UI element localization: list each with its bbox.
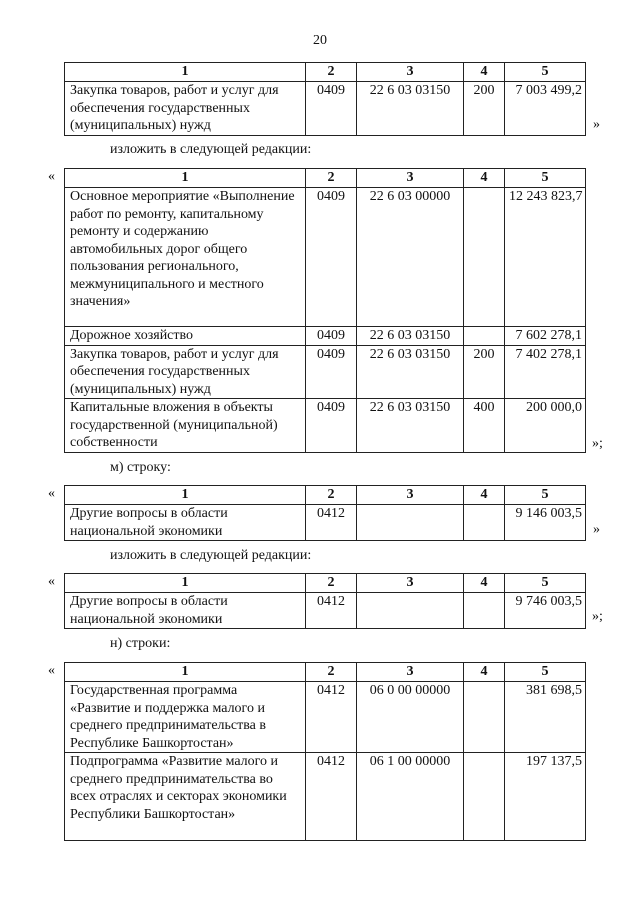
row-expense-type: 200 (464, 82, 505, 136)
table-row (65, 682, 586, 753)
row-amount: 197 137,5 (505, 753, 586, 841)
row-target-code: 22 6 03 00000 (357, 188, 464, 327)
row-name: Основное мероприятие «Выполнение работ по ремонту, капитальному ремонту и содержанию автомобильных дорог общего пользования регионального, межмуниципального и местного значения» (65, 188, 306, 327)
table-block-4 (64, 573, 586, 629)
row-name: Закупка товаров, работ и услуг для обеспечения государственных (муниципальных) нужд (65, 345, 306, 399)
opening-quote-3: « (48, 486, 55, 501)
row-amount: 7 003 499,2 (505, 82, 586, 136)
table-header-row (65, 663, 586, 682)
header-col-3: 3 (357, 63, 464, 82)
table-row (65, 188, 586, 327)
header-col-3: 3 (357, 574, 464, 593)
header-col-5: 5 (505, 486, 586, 505)
header-col-4: 4 (464, 574, 505, 593)
header-col-5: 5 (505, 663, 586, 682)
row-expense-type (464, 505, 505, 541)
closing-quote-3: » (593, 522, 600, 537)
row-name: Другие вопросы в области национальной экономики (65, 593, 306, 629)
page-number: 20 (313, 33, 327, 48)
opening-quote-4: « (48, 574, 55, 589)
row-section-code: 0409 (306, 399, 357, 453)
opening-quote-2: « (48, 169, 55, 184)
row-expense-type (464, 327, 505, 346)
table-block-1 (64, 62, 586, 136)
row-section-code: 0409 (306, 327, 357, 346)
closing-quote-2: »; (592, 436, 603, 451)
closing-quote-1: » (593, 117, 600, 132)
table-header-row (65, 169, 586, 188)
table-header-row (65, 63, 586, 82)
row-name: Закупка товаров, работ и услуг для обеспечения государственных (муниципальных) нужд (65, 82, 306, 136)
table-block-5 (64, 662, 586, 841)
row-target-code (357, 505, 464, 541)
row-name: Капитальные вложения в объекты государственной (муниципальной) собственности (65, 399, 306, 453)
row-expense-type (464, 753, 505, 841)
row-section-code: 0409 (306, 188, 357, 327)
header-col-3: 3 (357, 486, 464, 505)
row-section-code: 0412 (306, 682, 357, 753)
row-amount: 381 698,5 (505, 682, 586, 753)
header-col-3: 3 (357, 169, 464, 188)
row-target-code: 22 6 03 03150 (357, 345, 464, 399)
table-row (65, 345, 586, 399)
header-col-5: 5 (505, 574, 586, 593)
row-expense-type: 400 (464, 399, 505, 453)
header-col-2: 2 (306, 169, 357, 188)
header-col-1: 1 (65, 63, 306, 82)
row-target-code: 22 6 03 03150 (357, 327, 464, 346)
table-block-2 (64, 168, 586, 453)
row-name: Государственная программа «Развитие и поддержка малого и среднего предпринимательства в Республике Башкортостан» (65, 682, 306, 753)
opening-quote-5: « (48, 663, 55, 678)
header-col-1: 1 (65, 169, 306, 188)
row-target-code: 22 6 03 03150 (357, 399, 464, 453)
row-section-code: 0409 (306, 82, 357, 136)
header-col-4: 4 (464, 63, 505, 82)
table-row (65, 327, 586, 346)
instruction-text-4: н) строки: (110, 636, 171, 651)
row-target-code: 22 6 03 03150 (357, 82, 464, 136)
instruction-text-2: м) строку: (110, 460, 171, 475)
header-col-1: 1 (65, 663, 306, 682)
row-amount: 7 602 278,1 (505, 327, 586, 346)
row-amount: 9 746 003,5 (505, 593, 586, 629)
row-expense-type (464, 682, 505, 753)
header-col-4: 4 (464, 169, 505, 188)
table-row (65, 399, 586, 453)
header-col-5: 5 (505, 169, 586, 188)
table-row (65, 505, 586, 541)
row-name: Подпрограмма «Развитие малого и среднего предпринимательства во всех отраслях и секторах экономики Республики Башкортостан» (65, 753, 306, 841)
row-expense-type (464, 188, 505, 327)
table-row (65, 753, 586, 841)
instruction-text-1: изложить в следующей редакции: (110, 142, 312, 157)
row-name: Дорожное хозяйство (65, 327, 306, 346)
row-section-code: 0412 (306, 593, 357, 629)
header-col-2: 2 (306, 486, 357, 505)
header-col-3: 3 (357, 663, 464, 682)
header-col-1: 1 (65, 486, 306, 505)
row-expense-type (464, 593, 505, 629)
header-col-2: 2 (306, 574, 357, 593)
row-target-code: 06 1 00 00000 (357, 753, 464, 841)
table-row (65, 593, 586, 629)
row-section-code: 0412 (306, 505, 357, 541)
closing-quote-4: »; (592, 609, 603, 624)
row-name: Другие вопросы в области национальной экономики (65, 505, 306, 541)
row-amount: 12 243 823,7 (505, 188, 586, 327)
row-amount: 7 402 278,1 (505, 345, 586, 399)
table-block-3 (64, 485, 586, 541)
header-col-2: 2 (306, 663, 357, 682)
table-header-row (65, 574, 586, 593)
header-col-4: 4 (464, 663, 505, 682)
header-col-4: 4 (464, 486, 505, 505)
table-row (65, 82, 586, 136)
table-header-row (65, 486, 586, 505)
header-col-5: 5 (505, 63, 586, 82)
row-amount: 200 000,0 (505, 399, 586, 453)
row-section-code: 0412 (306, 753, 357, 841)
row-amount: 9 146 003,5 (505, 505, 586, 541)
row-section-code: 0409 (306, 345, 357, 399)
header-col-2: 2 (306, 63, 357, 82)
row-target-code (357, 593, 464, 629)
row-target-code: 06 0 00 00000 (357, 682, 464, 753)
header-col-1: 1 (65, 574, 306, 593)
row-expense-type: 200 (464, 345, 505, 399)
instruction-text-3: изложить в следующей редакции: (110, 548, 312, 563)
